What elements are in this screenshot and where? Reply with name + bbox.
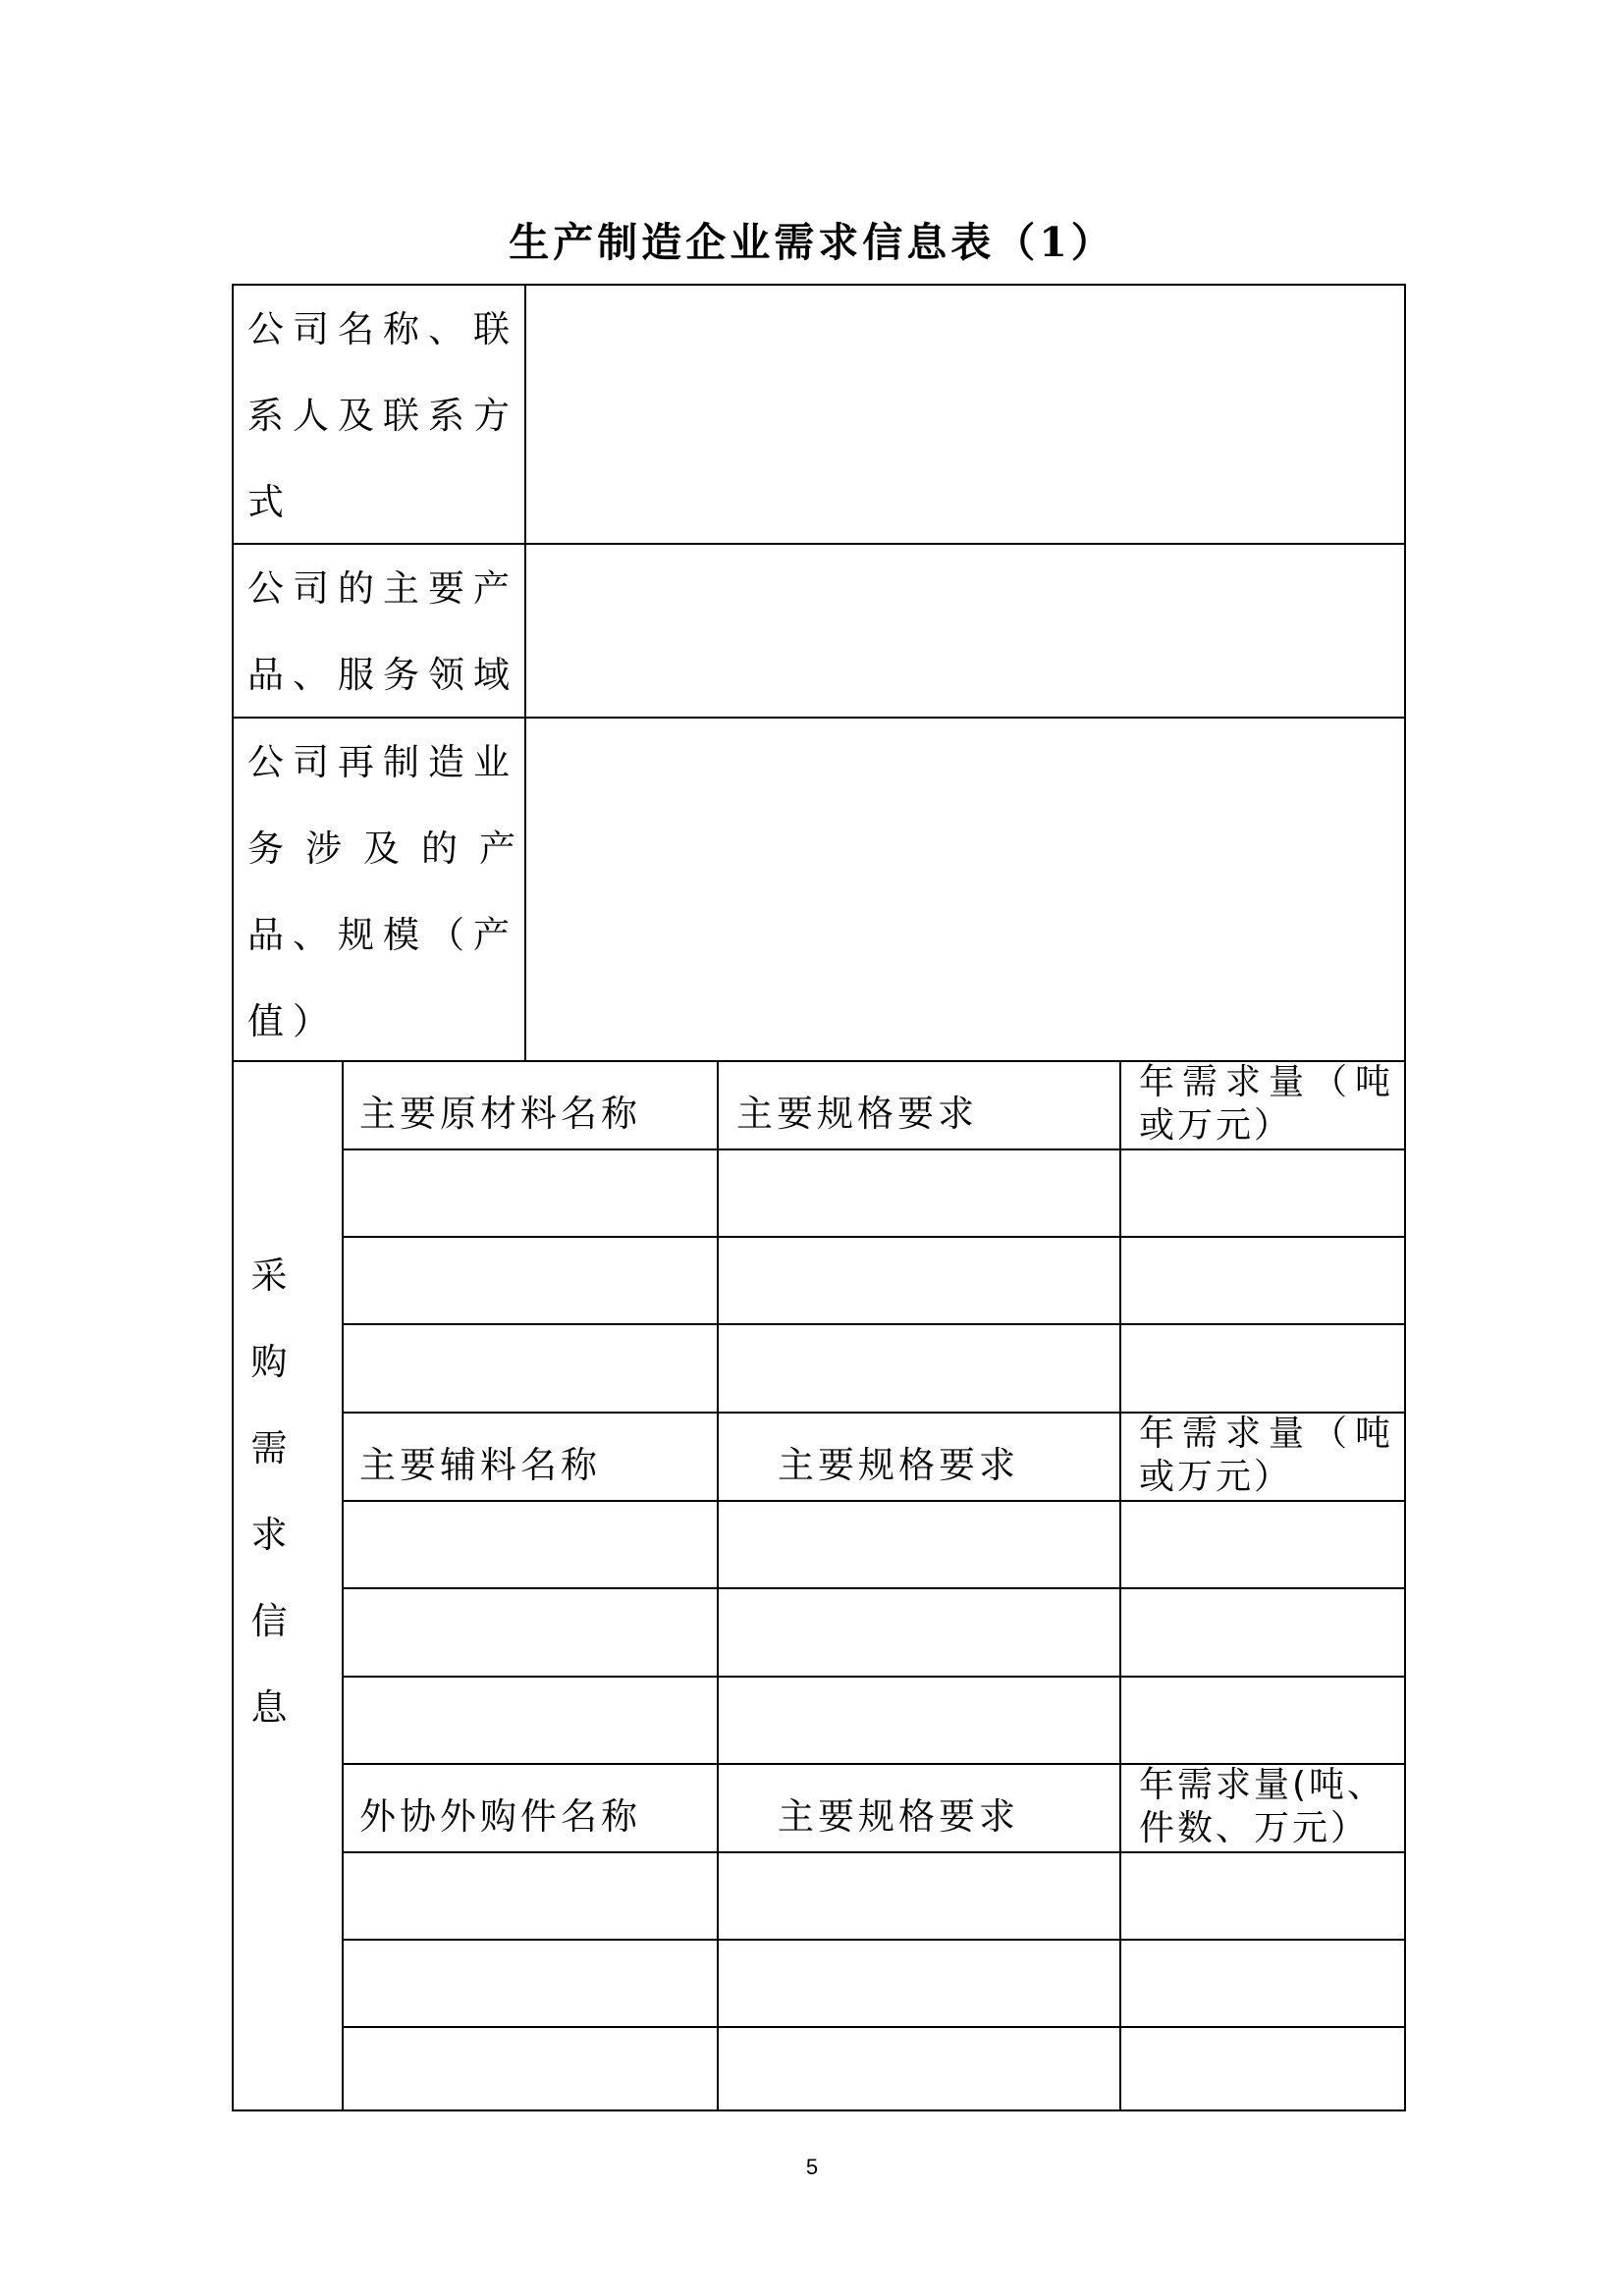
company-contact-label: 公司名称、联 系人及联系方 式 <box>247 308 518 523</box>
remanufacturing-scope-value[interactable] <box>527 720 1404 1058</box>
outsourced-part-spec-header: 主要规格要求 <box>778 1795 1019 1838</box>
company-contact-value[interactable] <box>527 287 1404 541</box>
remanufacturing-scope-label: 公司再制造业 务涉及的产 品、规模（产 值） <box>247 741 537 1042</box>
auxiliary-material-name-header: 主要辅料名称 <box>359 1444 601 1486</box>
row-divider <box>342 2026 1406 2028</box>
row-divider <box>342 1676 1406 1678</box>
auxiliary-material-quantity-header: 年需求量（吨 或万元） <box>1139 1414 1399 1497</box>
column-divider <box>717 1060 719 2111</box>
row-divider <box>342 1851 1406 1853</box>
main-products-value[interactable] <box>527 546 1404 715</box>
row-divider <box>342 1236 1406 1238</box>
row-divider <box>342 1500 1406 1502</box>
outsourced-part-quantity-header: 年需求量(吨、 件数、万元） <box>1139 1765 1386 1848</box>
auxiliary-material-spec-header: 主要规格要求 <box>778 1444 1019 1486</box>
page-number: 5 <box>805 2155 819 2179</box>
raw-material-name-header: 主要原材料名称 <box>359 1093 641 1135</box>
procurement-side-label: 采 购 需 求 信 息 <box>250 1255 288 1729</box>
page-title: 生产制造企业需求信息表（1） <box>509 219 1115 266</box>
outsourced-part-name-header: 外协外购件名称 <box>359 1795 641 1838</box>
raw-material-spec-header: 主要规格要求 <box>736 1093 978 1135</box>
row-divider <box>342 1587 1406 1589</box>
row-divider <box>342 1323 1406 1325</box>
column-divider <box>1119 1060 1121 2111</box>
column-divider <box>342 1060 344 2111</box>
row-divider <box>342 1148 1406 1150</box>
row-divider <box>342 1939 1406 1941</box>
main-products-label: 公司的主要产 品、服务领域 <box>247 567 518 696</box>
raw-material-quantity-header: 年需求量（吨 或万元） <box>1139 1062 1399 1146</box>
